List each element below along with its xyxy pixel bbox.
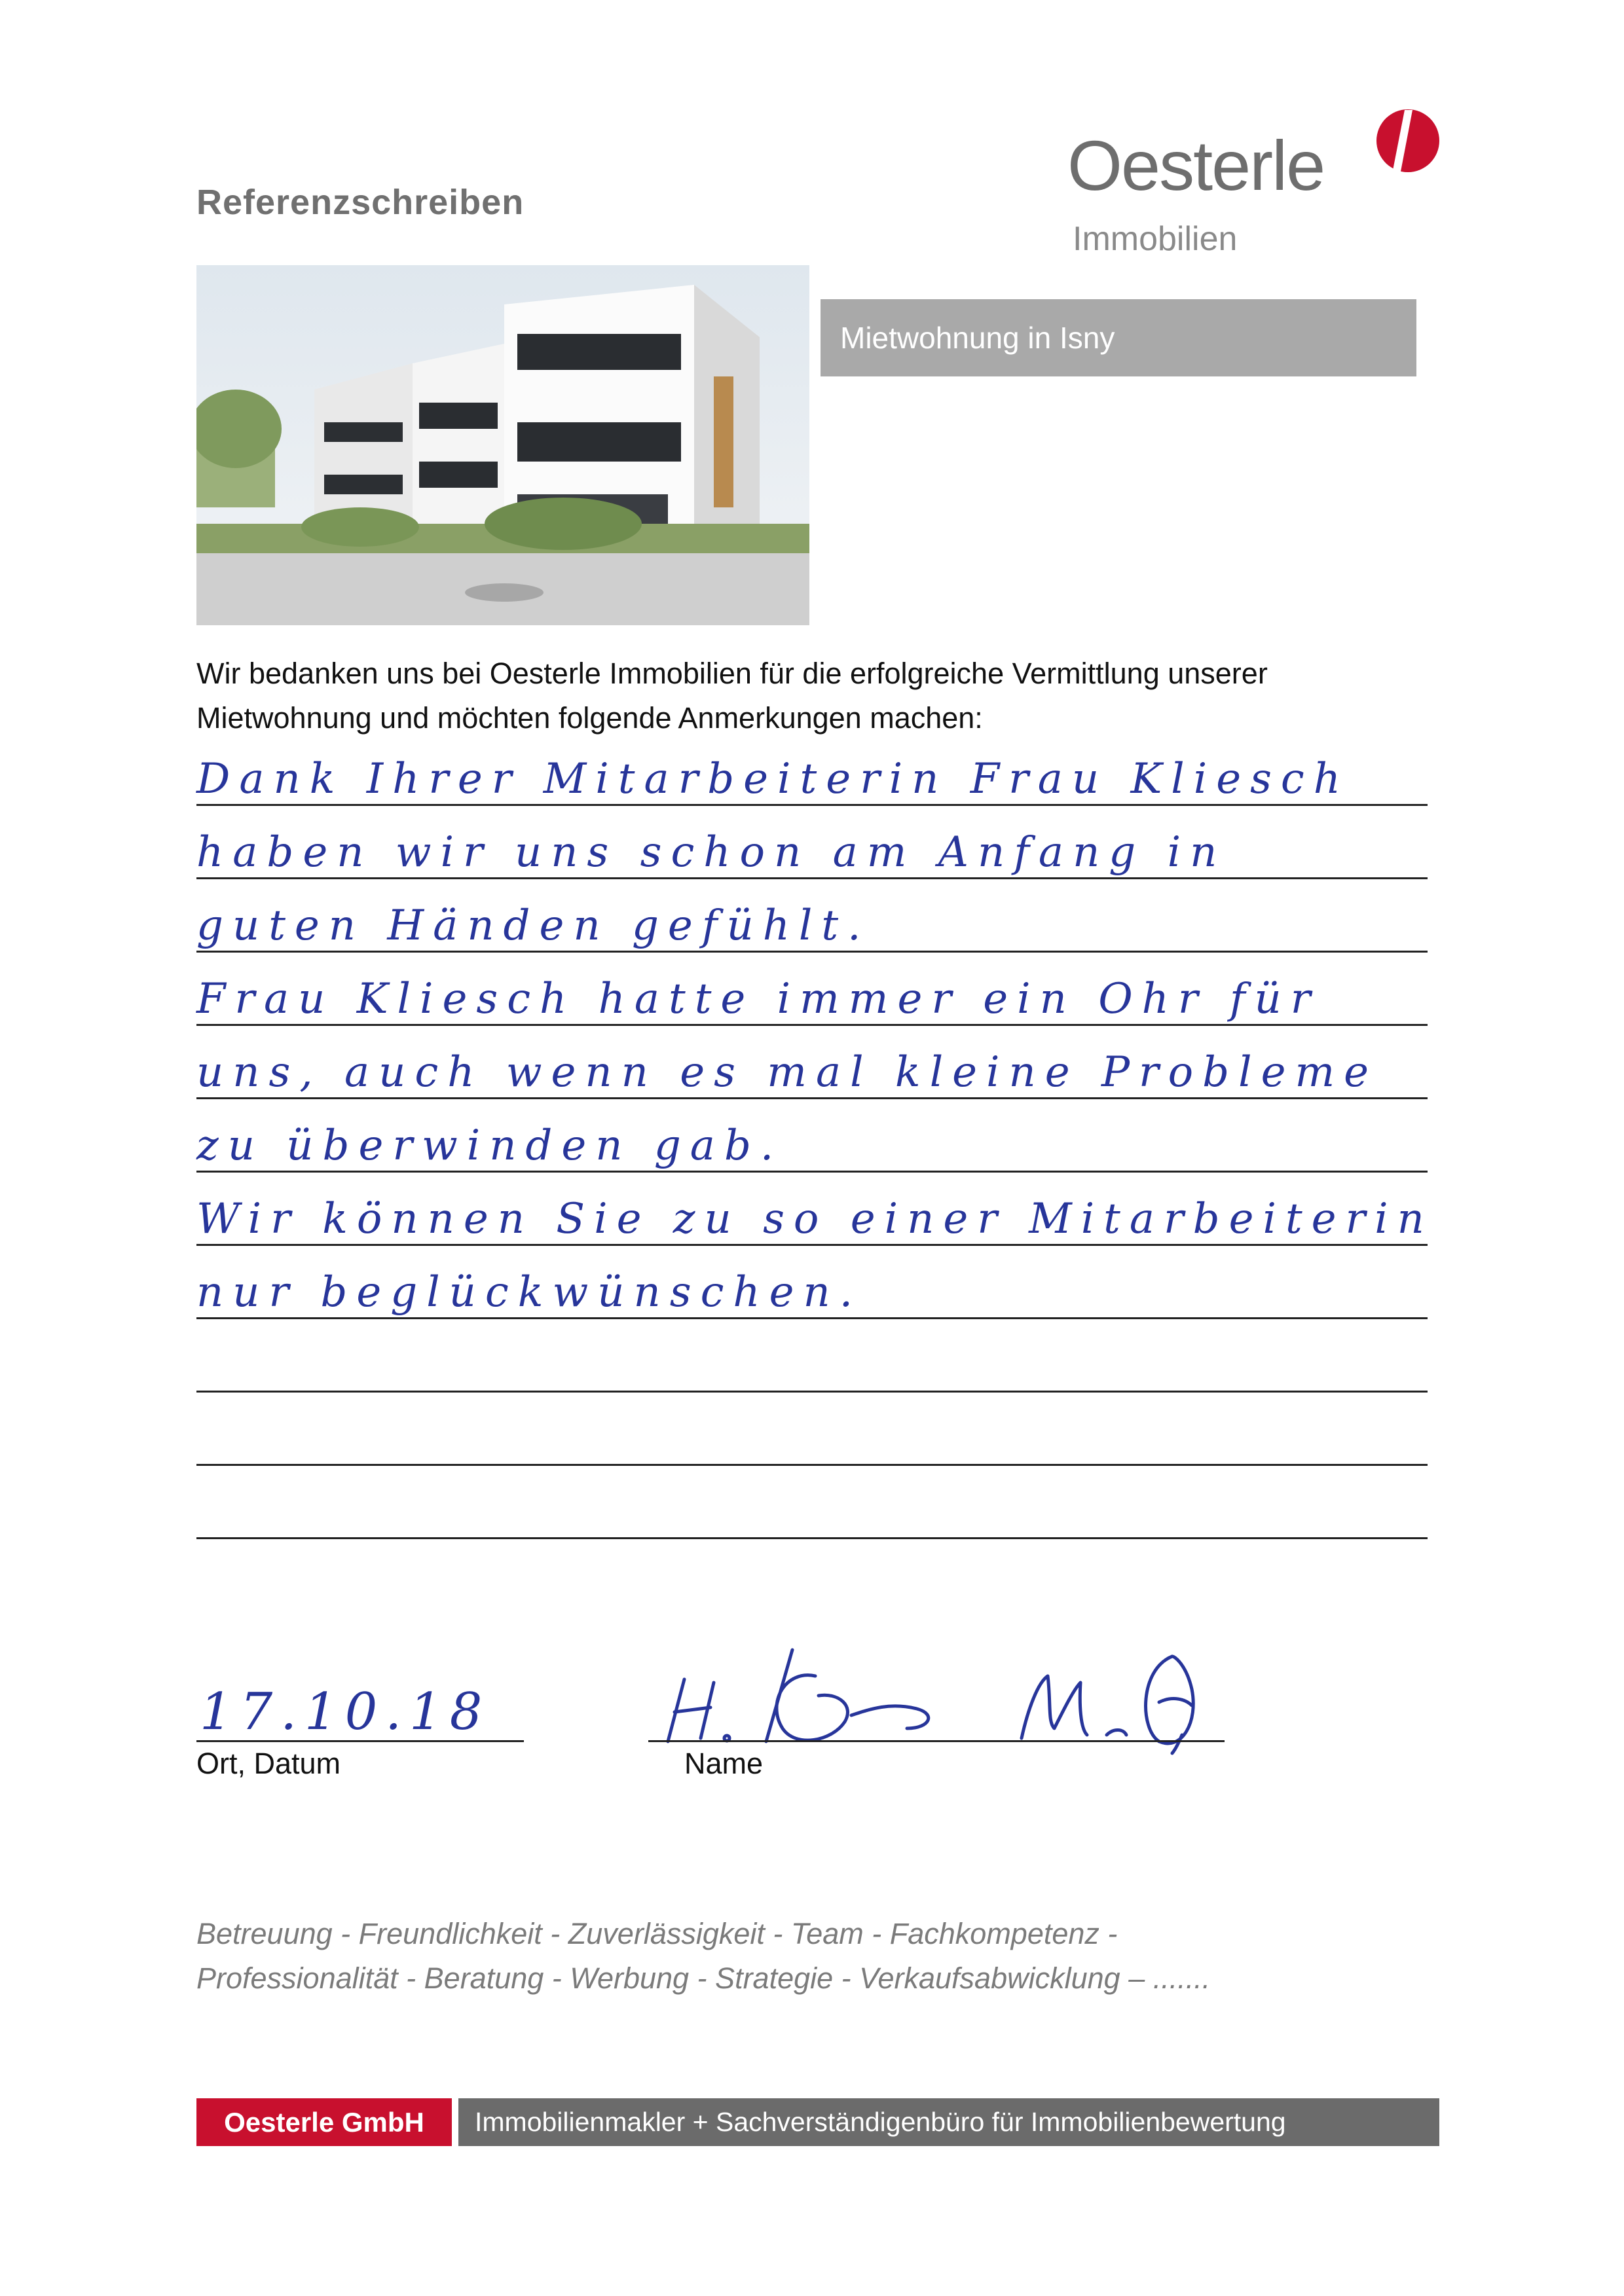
handwritten-line: zu überwinden gab. [196,1121,783,1170]
name-label: Name [684,1747,764,1780]
handwritten-line: Frau Kliesch hatte immer ein Ohr für [196,975,1320,1023]
handwritten-line: nur beglückwünschen. [196,1268,862,1317]
subject-banner: Mietwohnung in Isny [821,299,1416,376]
keywords-line: Betreuung - Freundlichkeit - Zuverlässigkeit - Team - Fachkompetenz - [196,1917,1118,1950]
company-logo [1067,98,1460,268]
apartment-building-photo-icon [196,265,809,625]
handwritten-line: Wir können Sie zu so einer Mitarbeiterin [196,1195,1433,1243]
ruled-line [196,1464,1428,1466]
ruled-line [196,804,1428,806]
handwritten-line: haben wir uns schon am Anfang in [196,828,1227,877]
logo-subtitle: Immobilien [1073,220,1238,258]
footer-brand: Oesterle GmbH [196,2098,452,2146]
intro-text: Wir bedanken uns bei Oesterle Immobilien für die erfolgreiche Vermittlung unserer Mietwohnung und möchten folgende Anmerkungen machen: [196,657,1268,735]
date-label: Ort, Datum [196,1747,341,1780]
ruled-line [196,1391,1428,1393]
handwritten-line: guten Händen gefühlt. [196,902,870,950]
ruled-line [196,1171,1428,1173]
ruled-line [196,1244,1428,1246]
ruled-line [196,877,1428,879]
ruled-line [196,1537,1428,1539]
handwritten-date: 17.10.18 [200,1683,490,1741]
handwritten-line: Dank Ihrer Mitarbeiterin Frau Kliesch [196,755,1350,803]
document-title: Referenzschreiben [196,183,525,222]
handwritten-line: uns, auch wenn es mal kleine Probleme [196,1048,1378,1097]
ruled-line [196,1097,1428,1099]
keywords-block [196,1912,1480,2001]
footer-tagline: Immobilienmakler + Sachverständigenbüro für Immobilienbewertung [458,2098,1439,2146]
logo-mark-icon [1372,105,1444,177]
keywords-line: Professionalität - Beratung - Werbung - Strategie - Verkaufsabwicklung – ....... [196,1961,1211,1995]
logo-wordmark: Oesterle [1067,126,1325,205]
date-line [196,1740,524,1742]
name-line [648,1740,1225,1742]
ruled-line [196,951,1428,953]
ruled-line [196,1317,1428,1319]
ruled-line [196,1024,1428,1026]
